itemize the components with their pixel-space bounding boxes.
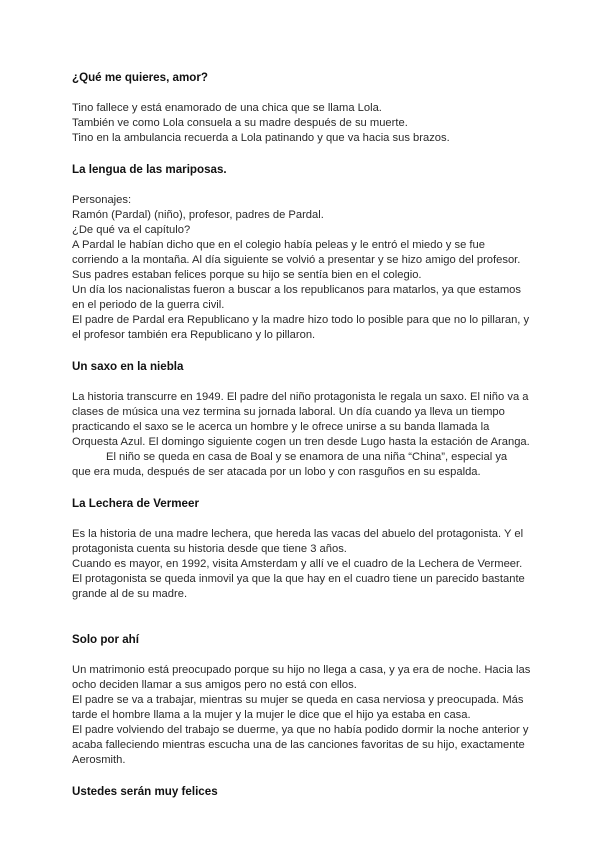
text-line: grande al de su madre. [72,588,188,600]
section-que-me-quieres-amor [72,70,542,146]
text-line: practicando el saxo se le acerca un hombre y le ofrece unirse a su banda llamada la [72,421,490,433]
text-line: La historia transcurre en 1949. El padre del niño protagonista le regala un saxo. El niño va a [72,391,529,403]
text-line: protagonista cuenta su historia desde que tiene 3 años. [72,543,347,555]
section-title: ¿Qué me quieres, amor? [72,71,208,84]
section-title: La lengua de las mariposas. [72,163,227,176]
text-line: Aerosmith. [72,754,126,766]
text-line: corriendo a la montaña. Al día siguiente se volvió a presentar y se hizo amigo del profesor. [72,254,521,266]
section-solo-por-ahi [72,632,542,768]
text-line: el profesor también era Republicano y lo pillaron. [72,329,316,341]
section-title: Solo por ahí [72,633,139,646]
text-line: Ramón (Pardal) (niño), profesor, padres de Pardal. [72,209,324,221]
text-line: Tino fallece y está enamorado de una chica que se llama Lola. [72,102,382,114]
text-line: Cuando es mayor, en 1992, visita Amsterdam y allí ve el cuadro de la Lechera de Vermeer. [72,558,523,570]
text-line: ocho deciden llamar a sus amigos pero no está con ellos. [72,679,357,691]
text-line: en el periodo de la guerra civil. [72,299,225,311]
text-line: clases de música una vez termina su jornada laboral. Un día cuando ya lleva un tiempo [72,406,505,418]
text-line: El protagonista se queda inmovil ya que la que hay en el cuadro tiene un parecido bastante [72,573,525,585]
text-line: Sus padres estaban felices porque su hijo se sentía bien en el colegio. [72,269,422,281]
text-line: Tino en la ambulancia recuerda a Lola patinando y que va hacia sus brazos. [72,132,450,144]
text-line: acaba falleciendo mientras escucha una de las canciones favoritas de su hijo, exactamente [72,739,525,751]
text-line: que era muda, después de ser atacada por un lobo y con rasguños en su espalda. [72,466,481,478]
text-line: El padre se va a trabajar, mientras su mujer se queda en casa nerviosa y preocupada. Más [72,694,524,706]
section-title: La Lechera de Vermeer [72,497,199,510]
text-line: El padre volviendo del trabajo se duerme, ya que no había podido dormir la noche anterior y [72,724,529,736]
section-ustedes-seran-muy-felices [72,784,542,799]
section-la-lechera-de-vermeer [72,496,542,602]
document-body [72,70,542,799]
text-line: Personajes: [72,194,132,206]
text-line: Un matrimonio está preocupado porque su hijo no llega a casa, y ya era de noche. Hacia las [72,664,531,676]
text-line: ¿De qué va el capítulo? [72,224,191,236]
text-line: Un día los nacionalistas fueron a buscar a los republicanos para matarlos, ya que estamos [72,284,521,296]
text-line: También ve como Lola consuela a su madre después de su muerte. [72,117,408,129]
section-la-lengua-de-las-mariposas [72,162,542,343]
text-line: tarde el hombre llama a la mujer y la mujer le dice que el hijo ya estaba en casa. [72,709,471,721]
section-un-saxo-en-la-niebla [72,359,542,480]
section-title: Un saxo en la niebla [72,360,184,373]
text-line: Orquesta Azul. El domingo siguiente cogen un tren desde Lugo hasta la estación de Aranga. [72,436,530,448]
section-title: Ustedes serán muy felices [72,785,218,798]
text-line: A Pardal le habían dicho que en el colegio había peleas y le entró el miedo y se fue [72,239,485,251]
text-line: El padre de Pardal era Republicano y la madre hizo todo lo posible para que no lo pillaran, y [72,314,530,326]
text-line: El niño se queda en casa de Boal y se enamora de una niña “China”, especial ya [106,451,508,463]
text-line: Es la historia de una madre lechera, que hereda las vacas del abuelo del protagonista. Y el [72,528,524,540]
